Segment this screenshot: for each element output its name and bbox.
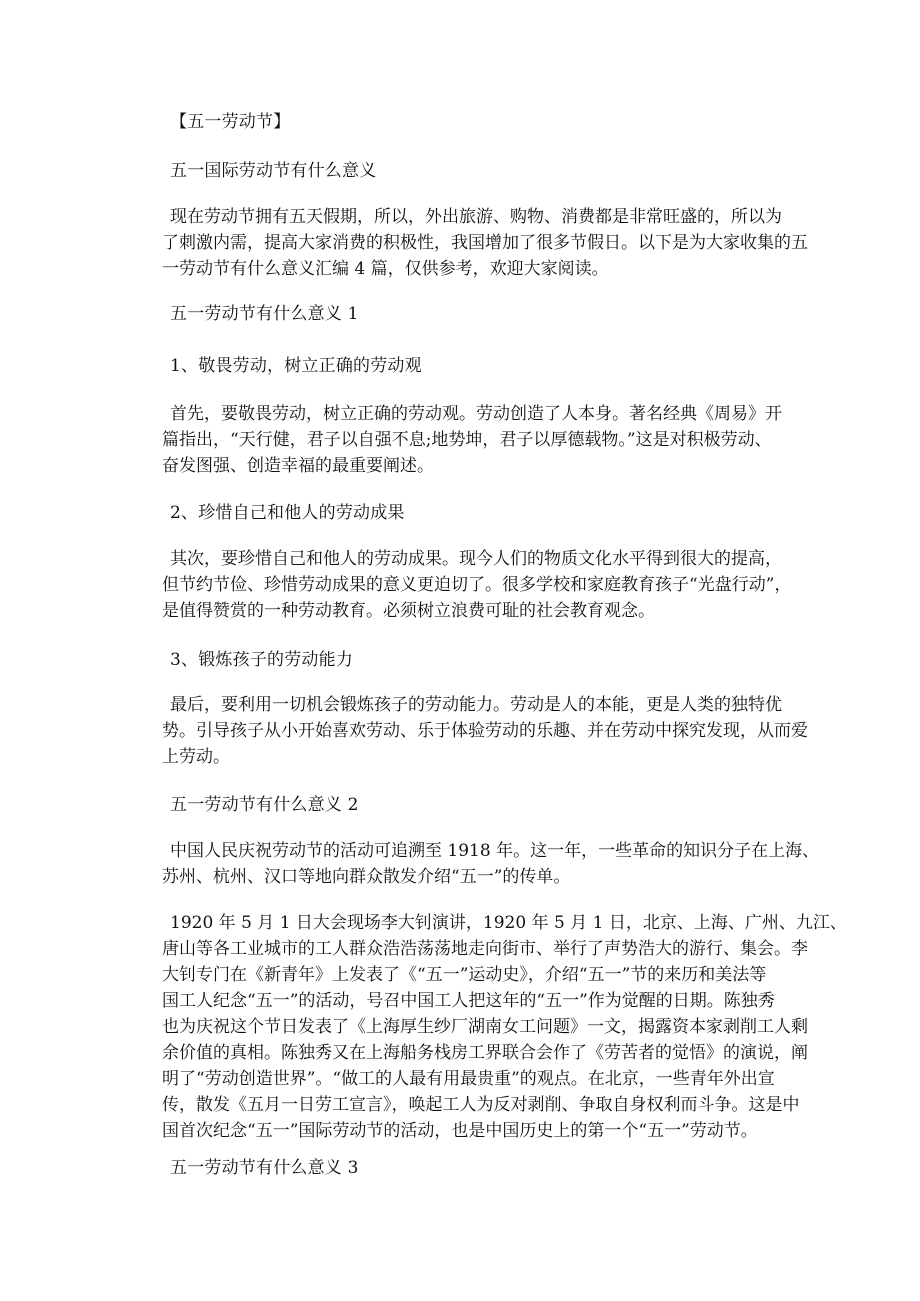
intro-line: 一劳动节有什么意义汇编 4 篇，仅供参考，欢迎大家阅读。	[162, 259, 609, 279]
section2-p2-line: 传，散发《五月一日劳工宣言》，唤起工人为反对剥削、争取自身权利而斗争。这是中	[162, 1095, 800, 1115]
point3-line: 最后，要利用一切机会锻炼孩子的劳动能力。劳动是人的本能，更是人类的独特优	[170, 695, 782, 715]
point3-line: 势。引导孩子从小开始喜欢劳动、乐于体验劳动的乐趣、并在劳动中探究发现，从而爱	[162, 721, 808, 741]
section2-paragraph-1	[162, 838, 820, 890]
intro-line: 了刺激内需，提高大家消费的积极性，我国增加了很多节假日。以下是为大家收集的五	[162, 233, 808, 253]
document-heading: 五一国际劳动节有什么意义	[170, 161, 377, 181]
section2-paragraph-2	[162, 910, 847, 1144]
point3-paragraph	[162, 692, 808, 770]
section2-p2-line: 大钊专门在《新青年》上发表了《“五一”运动史》，介绍“五一”节的来历和美法等	[162, 965, 767, 985]
point3-title: 3、锻炼孩子的劳动能力	[170, 650, 354, 670]
section2-p2-line: 国首次纪念“五一”国际劳动节的活动，也是中国历史上的第一个“五一”劳动节。	[162, 1121, 758, 1141]
document-title-bracket: 【五一劳动节】	[170, 112, 291, 132]
section2-p2-line: 1920 年 5 月 1 日大会现场李大钊演讲，1920 年 5 月 1 日，北京、上海、广州、九江、	[170, 913, 847, 933]
intro-paragraph	[162, 204, 808, 282]
point3-line: 上劳动。	[162, 747, 230, 767]
point1-title: 1、敬畏劳动，树立正确的劳动观	[170, 356, 422, 376]
section2-p1-line: 苏州、杭州、汉口等地向群众散发介绍“五一”的传单。	[162, 867, 571, 887]
section3-title: 五一劳动节有什么意义 3	[170, 1158, 359, 1178]
section2-p2-line: 唐山等各工业城市的工人群众浩浩荡荡地走向街市、举行了声势浩大的游行、集会。李	[162, 939, 808, 959]
point1-line: 篇指出，“天行健，君子以自强不息;地势坤，君子以厚德载物。”这是对积极劳动、	[162, 430, 772, 450]
section1-title: 五一劳动节有什么意义 1	[170, 304, 359, 324]
point2-paragraph	[162, 546, 792, 624]
point2-title: 2、珍惜自己和他人的劳动成果	[170, 503, 405, 523]
point2-line: 是值得赞赏的一种劳动教育。必须树立浪费可耻的社会教育观念。	[162, 601, 655, 621]
section2-p1-line: 中国人民庆祝劳动节的活动可追溯至 1918 年。这一年，一些革命的知识分子在上海、	[170, 841, 820, 861]
section2-p2-line: 国工人纪念“五一”的活动，号召中国工人把这年的“五一”作为觉醒的日期。陈独秀	[162, 991, 775, 1011]
section2-p2-line: 明了“劳动创造世界”。“做工的人最有用最贵重”的观点。在北京，一些青年外出宣	[162, 1069, 775, 1089]
point1-line: 首先，要敬畏劳动，树立正确的劳动观。劳动创造了人本身。著名经典《周易》开	[170, 404, 782, 424]
section2-p2-line: 也为庆祝这个节日发表了《上海厚生纱厂湖南女工问题》一文，揭露资本家剥削工人剩	[162, 1017, 808, 1037]
point2-line: 其次，要珍惜自己和他人的劳动成果。现今人们的物质文化水平得到很大的提高，	[170, 549, 782, 569]
section2-p2-line: 余价值的真相。陈独秀又在上海船务栈房工界联合会作了《劳苦者的觉悟》的演说，阐	[162, 1043, 808, 1063]
point1-paragraph	[162, 401, 790, 479]
intro-line: 现在劳动节拥有五天假期，所以，外出旅游、购物、消费都是非常旺盛的，所以为	[170, 207, 782, 227]
point2-line: 但节约节俭、珍惜劳动成果的意义更迫切了。很多学校和家庭教育孩子“光盘行动”，	[162, 575, 792, 595]
section2-title: 五一劳动节有什么意义 2	[170, 795, 359, 815]
point1-line: 奋发图强、创造幸福的最重要阐述。	[162, 456, 434, 476]
